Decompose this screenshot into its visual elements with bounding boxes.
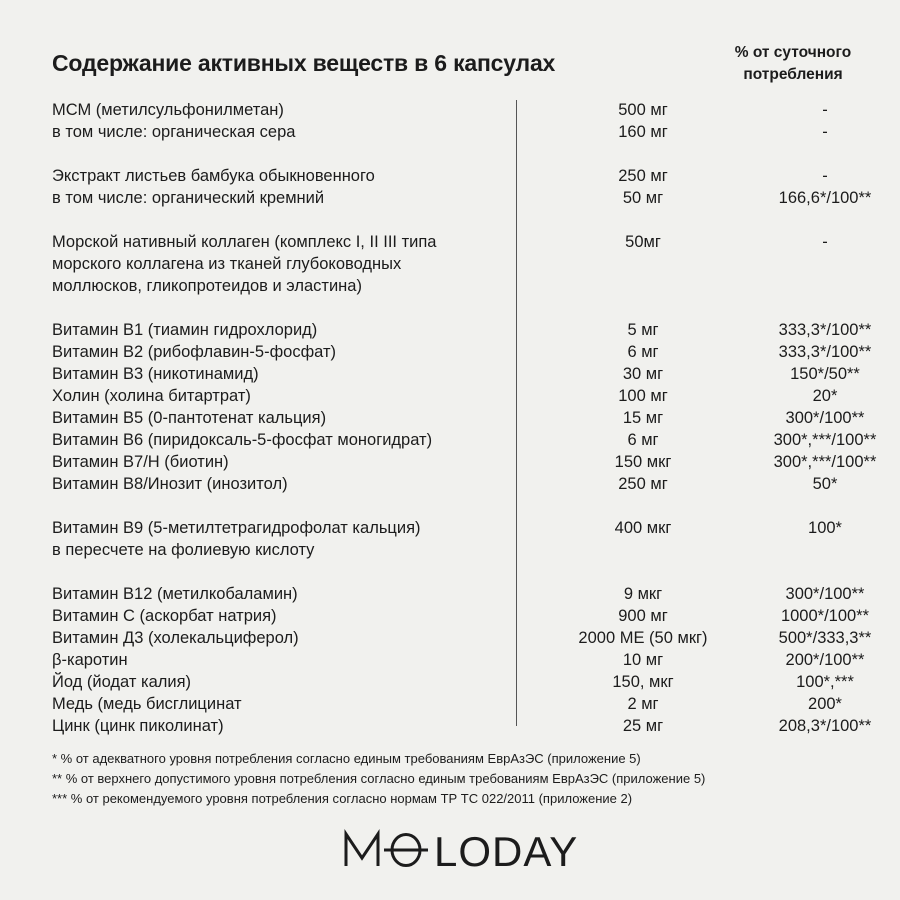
ingredient-name: Витамин В1 (тиамин гидрохлорид): [52, 321, 318, 339]
ingredient-name: Витамин В7/Н (биотин): [52, 453, 229, 471]
daily-intake-percent: 1000*/100**: [780, 607, 870, 625]
daily-intake-percent: 300*,***/100**: [773, 431, 877, 449]
table-row: [52, 253, 882, 275]
ingredient-group: [52, 99, 882, 143]
table-row: [52, 275, 882, 297]
footnote-2: ** % от верхнего допустимого уровня потребления согласно единым требованиям ЕврАзЭС (приложение 5): [52, 771, 706, 786]
ingredient-group: [52, 319, 882, 495]
table-row: [52, 121, 882, 143]
ingredient-name: моллюсков, гликопротеидов и эластина): [52, 277, 362, 295]
ingredient-name: Морской нативный коллаген (комплекс I, II III типа: [52, 233, 437, 251]
table-row: [52, 99, 882, 121]
ingredient-name: Экстракт листьев бамбука обыкновенного: [52, 167, 375, 185]
ingredient-group: [52, 165, 882, 209]
daily-intake-percent: [768, 253, 882, 275]
table-row: [52, 429, 882, 451]
table-row: [52, 407, 882, 429]
daily-intake-percent: 200*/100**: [785, 651, 865, 669]
daily-intake-percent: [768, 275, 882, 297]
daily-intake-percent: 300*/100**: [785, 409, 865, 427]
ingredient-name: Витамин В6 (пиридоксаль-5-фосфат моногидрат): [52, 431, 433, 449]
ingredient-name: Витамин С (аскорбат натрия): [52, 607, 277, 625]
ingredient-group: [52, 583, 882, 737]
ingredient-name: Медь (медь бисглицинат: [52, 695, 242, 713]
daily-intake-percent: 166,6*/100**: [778, 189, 872, 207]
daily-intake-percent: 300*/100**: [785, 585, 865, 603]
ingredient-name: Витамин В2 (рибофлавин-5-фосфат): [52, 343, 337, 361]
ingredient-amount: 160 мг: [618, 123, 668, 141]
ingredient-name: Витамин В8/Инозит (инозитол): [52, 475, 288, 493]
ingredient-amount: 150 мкг: [614, 453, 672, 471]
daily-intake-percent: 50*: [812, 475, 838, 493]
daily-intake-percent: -: [822, 101, 828, 119]
ingredient-amount: 6 мг: [627, 343, 659, 361]
ingredient-name: в пересчете на фолиевую кислоту: [52, 541, 315, 559]
ingredient-name: морского коллагена из тканей глубоководных: [52, 255, 402, 273]
daily-intake-percent: 100*,***: [796, 673, 854, 691]
moloday-logo: [0, 826, 900, 874]
footnote-1: * % от адекватного уровня потребления согласно единым требованиям ЕврАзЭС (приложение 5): [52, 751, 641, 766]
ingredient-amount: 50 мг: [622, 189, 664, 207]
ingredient-amount: 30 мг: [622, 365, 664, 383]
table-row: [52, 693, 882, 715]
ingredient-amount: 25 мг: [622, 717, 664, 735]
page-title: Содержание активных веществ в 6 капсулах: [52, 50, 556, 76]
ingredient-amount: 150, мкг: [612, 673, 674, 691]
daily-intake-percent: 300*,***/100**: [773, 453, 877, 471]
ingredient-amount: [518, 275, 768, 297]
ingredient-amount: 50мг: [625, 233, 661, 251]
ingredient-amount: 2000 МЕ (50 мкг): [578, 629, 708, 647]
ingredient-amount: [518, 539, 768, 561]
table-row: [52, 165, 882, 187]
daily-intake-percent: 500*/333,3**: [778, 629, 872, 647]
table-row: [52, 319, 882, 341]
ingredient-name: Холин (холина битартрат): [52, 387, 251, 405]
table-row: [52, 231, 882, 253]
ingredient-amount: 15 мг: [622, 409, 664, 427]
table-row: [52, 649, 882, 671]
ingredient-name: в том числе: органическая сера: [52, 123, 296, 141]
logo-text: LODAY: [434, 828, 579, 874]
ingredient-name: в том числе: органический кремний: [52, 189, 325, 207]
ingredient-amount: [518, 253, 768, 275]
ingredient-amount: 250 мг: [618, 475, 668, 493]
ingredient-name: Витамин Д3 (холекальциферол): [52, 629, 299, 647]
table-row: [52, 473, 882, 495]
ingredient-name: МСМ (метилсульфонилметан): [52, 101, 284, 119]
footnotes: [52, 749, 872, 809]
ingredient-amount: 9 мкг: [623, 585, 663, 603]
table-row: [52, 715, 882, 737]
ingredient-name: Витамин В3 (никотинамид): [52, 365, 259, 383]
ingredient-amount: 6 мг: [627, 431, 659, 449]
table-row: [52, 385, 882, 407]
logo-mark: [346, 834, 428, 866]
daily-intake-percent: 333,3*/100**: [778, 343, 872, 361]
daily-intake-percent: 150*/50**: [790, 365, 860, 383]
column-header-line-1: % от суточного: [734, 44, 852, 61]
ingredient-name: Витамин В12 (метилкобаламин): [52, 585, 298, 603]
daily-intake-percent: 333,3*/100**: [778, 321, 872, 339]
table-row: [52, 583, 882, 605]
table-row: [52, 363, 882, 385]
ingredient-amount: 10 мг: [622, 651, 664, 669]
daily-intake-percent: 100*: [808, 519, 842, 537]
daily-intake-percent: -: [822, 123, 828, 141]
table-row: [52, 605, 882, 627]
table-row: [52, 341, 882, 363]
ingredient-name: Цинк (цинк пиколинат): [52, 717, 224, 735]
daily-intake-percent: 208,3*/100**: [778, 717, 872, 735]
table-row: [52, 671, 882, 693]
daily-intake-percent: 20*: [812, 387, 838, 405]
ingredient-amount: 100 мг: [618, 387, 668, 405]
daily-intake-percent: -: [822, 233, 828, 251]
table-row: [52, 627, 882, 649]
ingredient-group: [52, 517, 882, 561]
daily-intake-percent: -: [822, 167, 828, 185]
ingredient-amount: 400 мкг: [614, 519, 672, 537]
ingredient-name: β-каротин: [52, 651, 128, 669]
ingredient-amount: 900 мг: [618, 607, 668, 625]
ingredient-amount: 5 мг: [627, 321, 659, 339]
daily-intake-percent: 200*: [808, 695, 842, 713]
ingredient-name: Витамин В9 (5-метилтетрагидрофолат кальция): [52, 519, 421, 537]
daily-intake-column-header: [712, 42, 874, 86]
column-header-line-2: потребления: [743, 66, 843, 83]
table-row: [52, 539, 882, 561]
ingredient-amount: 2 мг: [627, 695, 659, 713]
ingredient-group: [52, 231, 882, 297]
footnote-3: *** % от рекомендуемого уровня потребления согласно нормам ТР ТС 022/2011 (приложение 2): [52, 791, 633, 806]
ingredient-amount: 250 мг: [618, 167, 668, 185]
ingredient-amount: 500 мг: [618, 101, 668, 119]
ingredient-name: Витамин В5 (0-пантотенат кальция): [52, 409, 327, 427]
table-row: [52, 517, 882, 539]
ingredient-name: Йод (йодат калия): [52, 673, 192, 691]
table-row: [52, 187, 882, 209]
table-row: [52, 451, 882, 473]
daily-intake-percent: [768, 539, 882, 561]
ingredients-table: [52, 99, 882, 759]
